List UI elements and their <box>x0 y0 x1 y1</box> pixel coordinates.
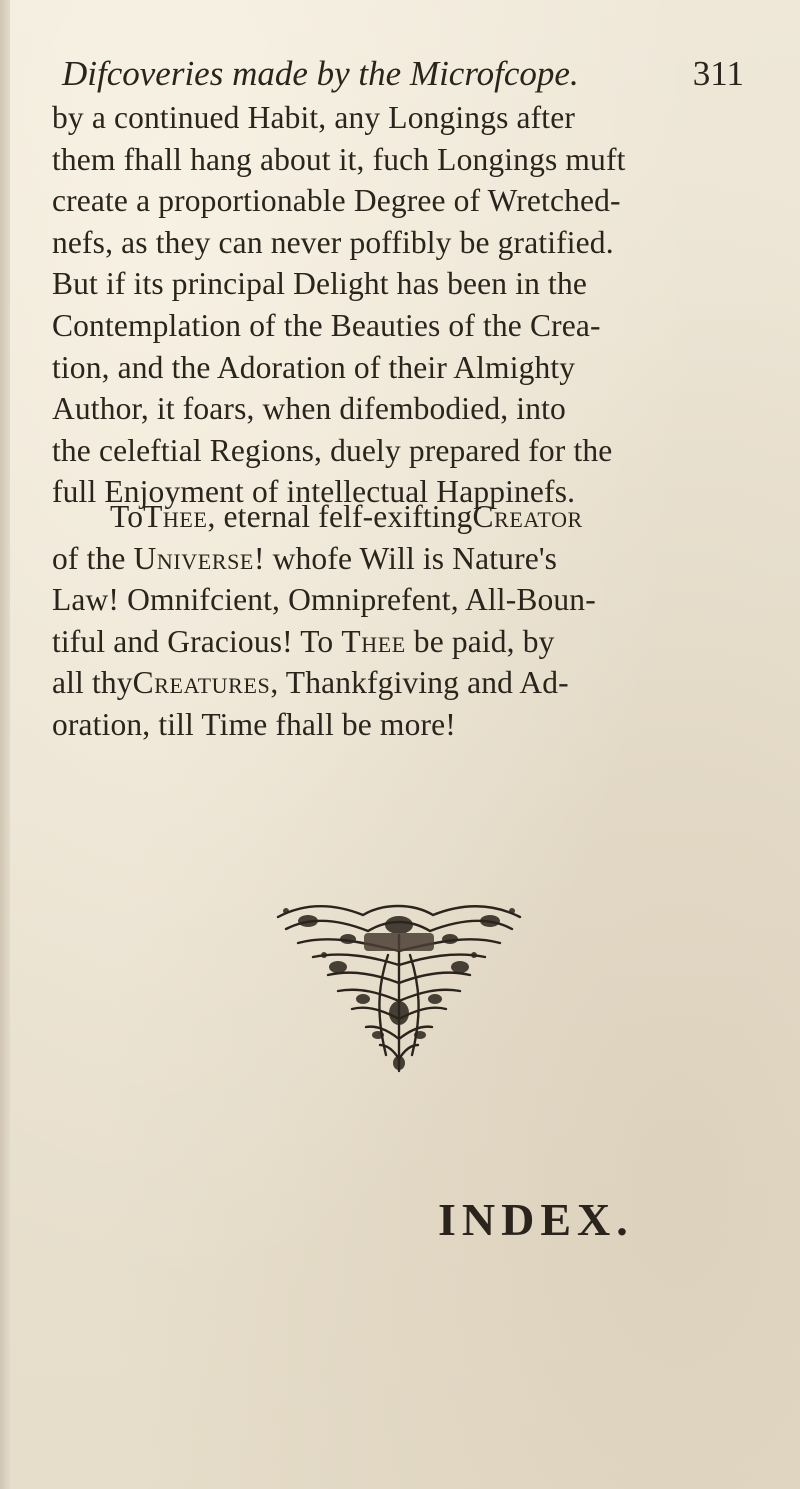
paragraph-1-line: the celeftial Regions, duely prepared for the <box>52 432 613 468</box>
small-caps-word: Thee <box>143 499 208 534</box>
small-caps-word: Creator <box>472 499 583 534</box>
paragraph-1-line: nefs, as they can never poffibly be gratified. <box>52 224 614 260</box>
page-gutter-edge <box>0 0 10 1489</box>
index-heading: INDEX. <box>438 1194 634 1245</box>
text-run: ! whofe Will is Nature's <box>253 540 558 576</box>
paragraph-2-line-4 <box>52 621 772 663</box>
text-run: all thy <box>52 665 133 701</box>
paragraph-2-line-5 <box>52 662 772 704</box>
paragraph-2-line-6: oration, till Time fhall be more! <box>52 706 456 742</box>
paragraph-1-line: by a continued Habit, any Longings after <box>52 100 575 135</box>
paragraph-2-line-2 <box>52 538 772 580</box>
paragraph-1 <box>52 97 772 513</box>
small-caps-word: Thee <box>341 623 406 659</box>
paragraph-1-line: tion, and the Adoration of their Almighty <box>52 349 576 385</box>
small-caps-word: Universe <box>133 540 254 576</box>
paragraph-2 <box>52 496 772 746</box>
paragraph-2-line-1 <box>52 496 772 538</box>
text-run: be paid, by <box>413 623 555 659</box>
text-run: of the <box>52 540 126 576</box>
page-number: 311 <box>692 54 744 93</box>
running-head <box>62 52 752 96</box>
paragraph-2-line-3: Law! Omnifcient, Omniprefent, All-Boun- <box>52 582 596 618</box>
running-head-title: Difcoveries made by the Microfcope. <box>62 54 579 93</box>
floral-tailpiece-icon <box>268 895 530 1077</box>
small-caps-word: Creatures <box>132 665 271 701</box>
paragraph-1-line: them fhall hang about it, fuch Longings muft <box>52 141 626 177</box>
paragraph-1-line: Author, it foars, when difembodied, into <box>52 391 566 427</box>
paragraph-1-line: But if its principal Delight has been in the <box>52 266 587 302</box>
text-run: To <box>110 499 144 534</box>
paragraph-1-line: Contemplation of the Beauties of the Crea- <box>52 307 601 343</box>
text-run: , Thankfgiving and Ad- <box>270 665 569 701</box>
text-run: , eternal felf-exifting <box>207 499 473 534</box>
text-run: tiful and Gracious! To <box>52 623 334 659</box>
paragraph-1-line: full Enjoyment of intellectual Happinefs. <box>52 474 576 510</box>
paragraph-1-line: create a proportionable Degree of Wretched- <box>52 183 621 219</box>
